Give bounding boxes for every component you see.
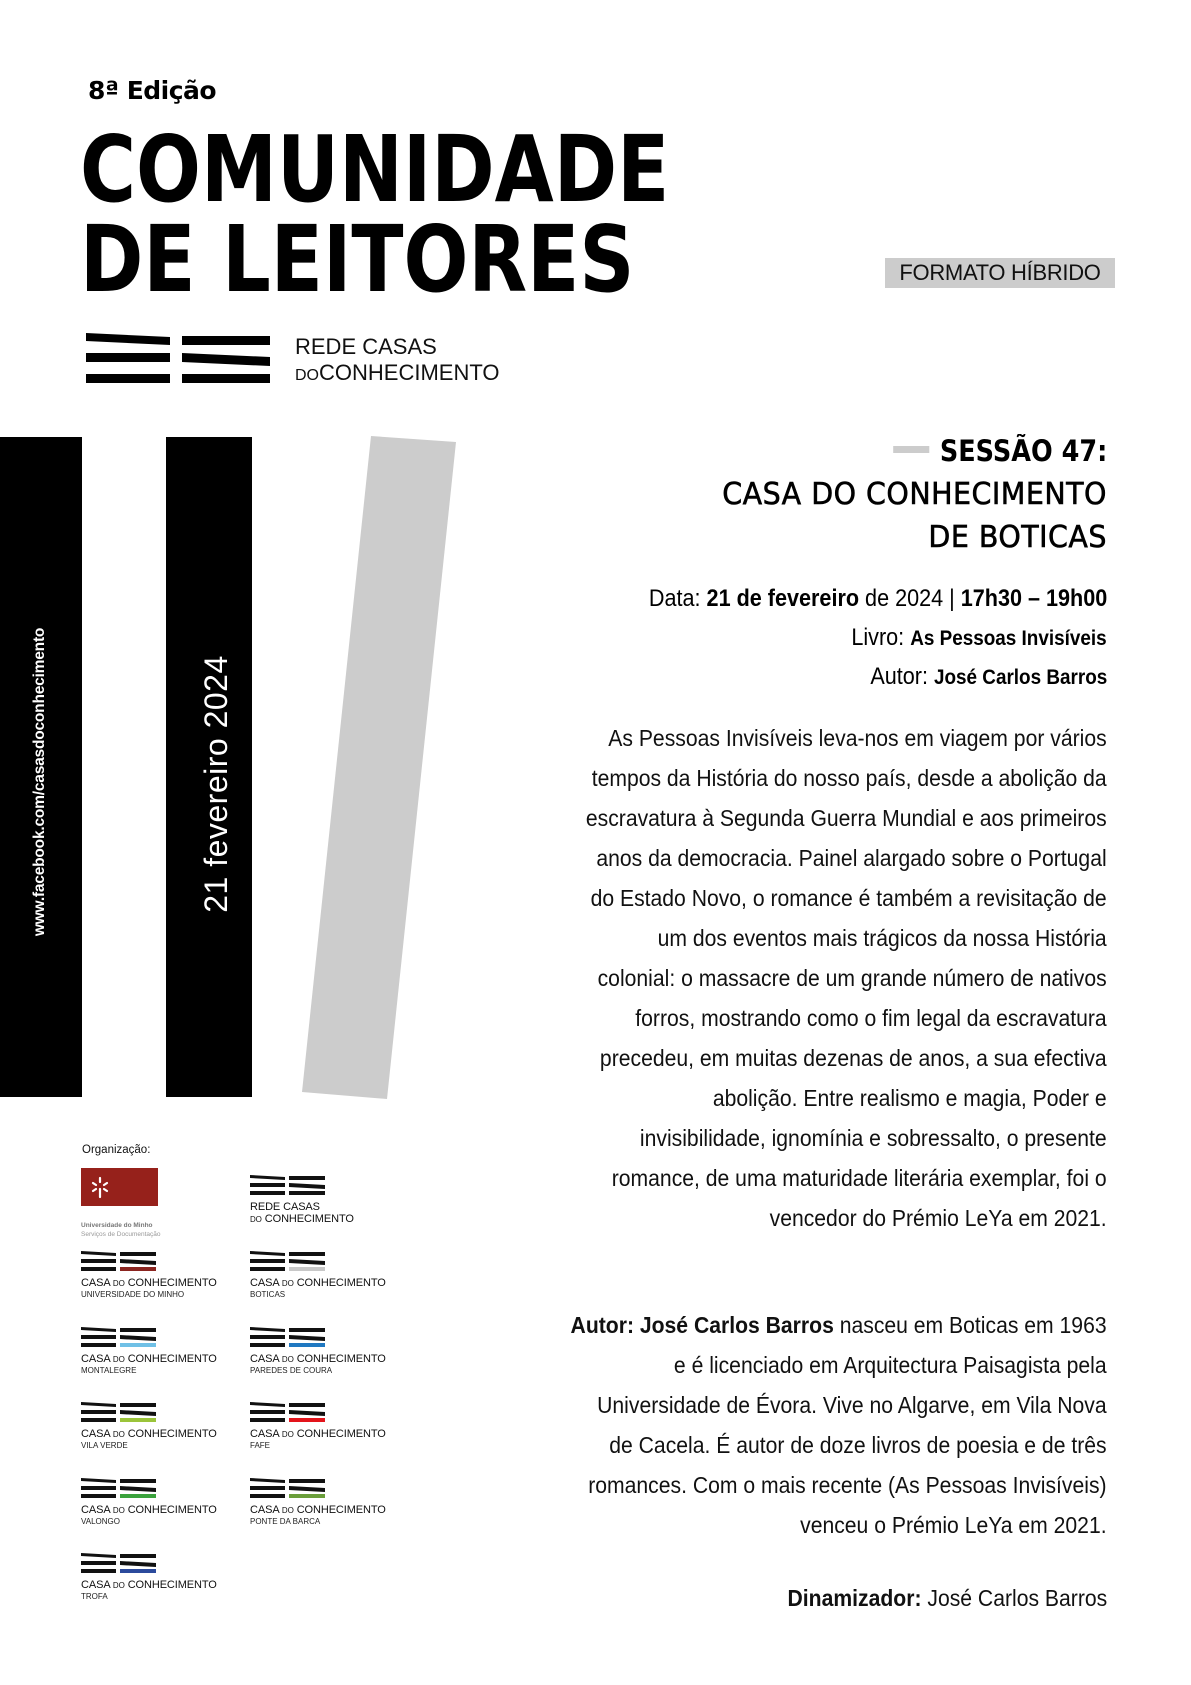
partner-place: TROFA (81, 1592, 108, 1601)
vertical-date: 21 fevereiro 2024 (198, 655, 234, 913)
partner-place: VILA VERDE (81, 1441, 128, 1450)
uminho-subtitle: Serviços de Documentação (81, 1231, 161, 1238)
partner-name: CASA DO CONHECIMENTO (250, 1428, 386, 1440)
session-date: Data: 21 de fevereiro de 2024 | 17h30 – 19h00 (648, 585, 1107, 612)
partner-place: MONTALEGRE (81, 1366, 137, 1375)
partner-place: PONTE DA BARCA (250, 1517, 321, 1526)
casa-conhecimento-icon (81, 1478, 156, 1500)
description-line: escravatura à Segunda Guerra Mundial e aos primeiros (586, 805, 1107, 831)
session-heading (893, 434, 1107, 468)
partner-place: UNIVERSIDADE DO MINHO (81, 1290, 185, 1299)
title-line-1: COMUNIDADE (80, 116, 670, 223)
bio-line: venceu o Prémio LeYa em 2021. (800, 1512, 1107, 1538)
rede-casas-small-icon (250, 1175, 325, 1197)
accent-stripe (120, 1569, 156, 1573)
partner-place: BOTICAS (250, 1290, 286, 1299)
description-line: anos da democracia. Painel alargado sobre o Portugal (596, 845, 1107, 871)
partner-logo (250, 1478, 400, 1538)
rede-casas-partner-logo: REDE CASAS DO CONHECIMENTO (250, 1175, 400, 1235)
facilitator: Dinamizador: José Carlos Barros (787, 1585, 1107, 1611)
description-line: As Pessoas Invisíveis leva-nos em viagem por vários (608, 725, 1107, 751)
venue-line-2: DE BOTICAS (928, 520, 1107, 555)
accent-stripe (120, 1267, 156, 1271)
session-author: Autor: José Carlos Barros (870, 663, 1107, 690)
session-label: SESSÃO 47: (939, 434, 1107, 468)
description-line: do Estado Novo, o romance é também a revisitação de (590, 885, 1107, 911)
description-line: romance, de uma maturidade literária exemplar, foi o (612, 1165, 1107, 1191)
accent-stripe (289, 1267, 325, 1271)
casa-conhecimento-icon (81, 1251, 156, 1273)
partner-logo (81, 1251, 231, 1311)
accent-stripe (289, 1343, 325, 1347)
accent-stripe (120, 1343, 156, 1347)
partner-logo (81, 1478, 231, 1538)
author-bio: Autor: José Carlos Barros nasceu em Boticas em 1963 e é licenciado em Arquitectura Paisagista pela Universidade de Évora. Vive no Algarve, em Vila Nova de Cacela. É autor de doze livros de poesia e de três romances. Com o mais recente (As Pessoas Invisíveis) venceu o Prémio LeYa em 2021. (571, 1305, 1107, 1545)
partner-name: CASA DO CONHECIMENTO (81, 1428, 217, 1440)
partner-name: CASA DO CONHECIMENTO (81, 1504, 217, 1516)
description-line: colonial: o massacre de um grande número de nativos (597, 965, 1107, 991)
grey-dash-icon (893, 446, 929, 453)
organization-label: Organização: (82, 1144, 151, 1156)
casa-conhecimento-icon (250, 1402, 325, 1424)
description-line: abolição. Entre realismo e magia, Poder e (713, 1085, 1107, 1111)
uminho-name: Universidade do Minho (81, 1222, 153, 1229)
partner-logo (81, 1327, 231, 1387)
partner-logo (250, 1327, 400, 1387)
accent-stripe (289, 1494, 325, 1498)
facebook-link[interactable]: www.facebook.com/casasdoconhecimento (31, 627, 48, 937)
description-line: um dos eventos mais trágicos da nossa História (657, 925, 1107, 951)
casa-conhecimento-icon (250, 1327, 325, 1349)
partner-logo (81, 1402, 231, 1462)
partner-name: CASA DO CONHECIMENTO (250, 1504, 386, 1516)
casa-conhecimento-icon (81, 1327, 156, 1349)
casa-conhecimento-icon (250, 1478, 325, 1500)
network-name-line1: REDE CASAS (295, 334, 437, 359)
book-description (586, 718, 1107, 1238)
bio-line: de Cacela. É autor de doze livros de poesia e de três (609, 1432, 1107, 1458)
bio-line: Universidade de Évora. Vive no Algarve, em Vila Nova (597, 1392, 1107, 1418)
description-line: invisibilidade, ignomínia e sobressalto, o presente (640, 1125, 1107, 1151)
description-line: tempos da História do nosso país, desde a abolição da (592, 765, 1107, 791)
network-name-line2: DOCONHECIMENTO (295, 360, 500, 385)
title-line-2: DE LEITORES (80, 206, 635, 313)
venue-line-1: CASA DO CONHECIMENTO (722, 477, 1107, 512)
session-book: Livro: As Pessoas Invisíveis (851, 624, 1107, 651)
accent-stripe (120, 1418, 156, 1422)
accent-stripe (120, 1494, 156, 1498)
partner-name: CASA DO CONHECIMENTO (81, 1353, 217, 1365)
partner-name: CASA DO CONHECIMENTO (250, 1353, 386, 1365)
partner-name: CASA DO CONHECIMENTO (81, 1277, 217, 1289)
bio-line: romances. Com o mais recente (As Pessoas Invisíveis) (588, 1472, 1107, 1498)
network-name (295, 334, 500, 389)
accent-stripe (289, 1418, 325, 1422)
uminho-logo-icon (81, 1168, 158, 1206)
casa-conhecimento-icon (81, 1553, 156, 1575)
description-line: forros, mostrando como o fim legal da escravatura (635, 1005, 1107, 1031)
casa-conhecimento-icon (250, 1251, 325, 1273)
casa-conhecimento-icon (81, 1402, 156, 1424)
edition-label: 8ª Edição (88, 76, 217, 105)
partner-logo (250, 1251, 400, 1311)
partner-logo (81, 1553, 231, 1613)
partner-name: CASA DO CONHECIMENTO (81, 1579, 217, 1591)
partner-place: FAFE (250, 1441, 271, 1450)
description-line: vencedor do Prémio LeYa em 2021. (769, 1205, 1107, 1231)
partner-logo (250, 1402, 400, 1462)
partner-place: PAREDES DE COURA (250, 1366, 333, 1375)
format-badge: FORMATO HÍBRIDO (885, 258, 1115, 288)
partner-name: CASA DO CONHECIMENTO (250, 1277, 386, 1289)
description-line: precedeu, em muitas dezenas de anos, a sua efectiva (600, 1045, 1107, 1071)
partner-place: VALONGO (81, 1517, 120, 1526)
bio-line: e é licenciado em Arquitectura Paisagista pela (674, 1352, 1107, 1378)
rede-casas-logo-icon (86, 333, 270, 385)
